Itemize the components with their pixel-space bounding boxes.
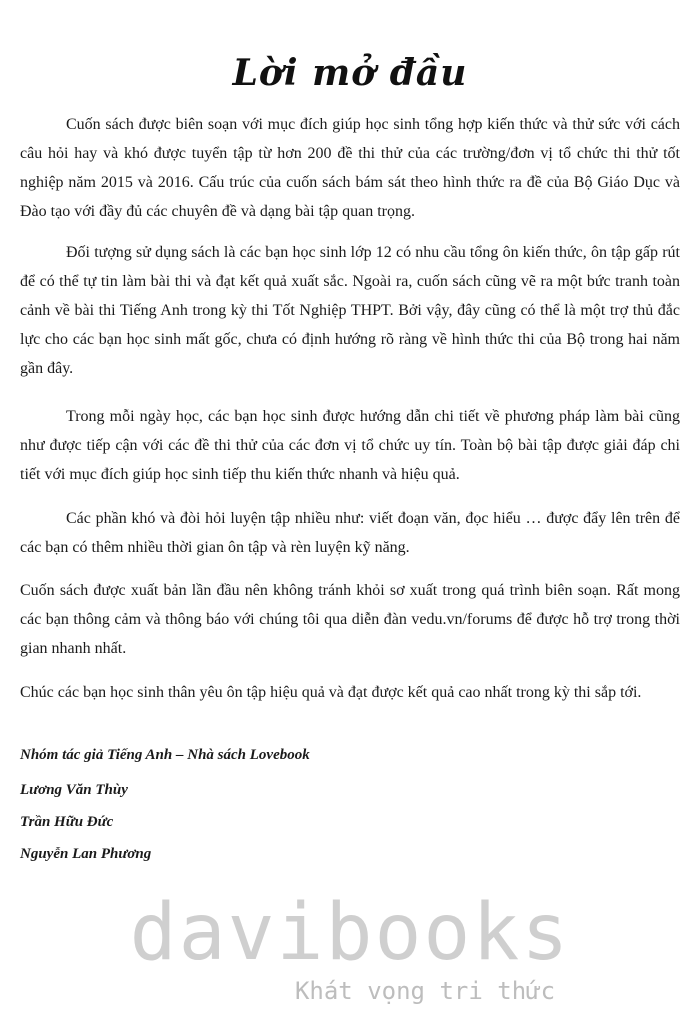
paragraph-method: Trong mỗi ngày học, các bạn học sinh được hướng dẫn chi tiết về phương pháp làm bài cũng như được tiếp cận với các đề thi thử của các đơn vị tổ chức uy tín. Toàn bộ bài tập được giải đáp chi tiết với mục đích giúp học sinh tiếp thu kiến thức nhanh và hiệu quả. xyxy=(20,408,680,483)
page-title: Lời mở đầu xyxy=(232,52,468,94)
paragraph-difficult-parts: Các phần khó và đòi hỏi luyện tập nhiều như: viết đoạn văn, đọc hiểu … được đẩy lên trên để các bạn có thêm nhiều thời gian ôn tập và rèn luyện kỹ năng. xyxy=(20,510,680,556)
watermark-brand: davibooks xyxy=(129,888,571,978)
paragraph-feedback: Cuốn sách được xuất bản lần đầu nên không tránh khỏi sơ xuất trong quá trình biên soạn. Rất mong các bạn thông cảm và thông báo với chúng tôi qua diễn đàn vedu.vn/forums để được hỗ trợ trong thời gian nhanh nhất. xyxy=(20,582,680,657)
signature-group: Nhóm tác giả Tiếng Anh – Nhà sách Lovebook xyxy=(20,747,310,763)
signature-author: Lương Văn Thùy xyxy=(20,782,128,798)
paragraph-wishes: Chúc các bạn học sinh thân yêu ôn tập hiệu quả và đạt được kết quả cao nhất trong kỳ thi sắp tới. xyxy=(20,684,642,701)
paragraph-intro: Cuốn sách được biên soạn với mục đích giúp học sinh tổng hợp kiến thức và thử sức với cách câu hỏi hay và khó được tuyển tập từ hơn 200 đề thi thử của các trường/đơn vị tổ chức thi thử tốt nghiệp năm 2015 và 2016. Cấu trúc của cuốn sách bám sát theo hình thức ra đề của Bộ Giáo Dục và Đào tạo với đầy đủ các chuyên đề và dạng bài tập quan trọng. xyxy=(20,116,680,220)
signature-author: Trần Hữu Đức xyxy=(20,814,114,830)
paragraph-audience: Đối tượng sử dụng sách là các bạn học sinh lớp 12 có nhu cầu tổng ôn kiến thức, ôn tập gấp rút để có thể tự tin làm bài thi và đạt kết quả xuất sắc. Ngoài ra, cuốn sách cũng vẽ ra một bức tranh toàn cảnh về bài thi Tiếng Anh trong kỳ thi Tốt Nghiệp THPT. Bởi vậy, đây cũng có thể là một trợ thủ đắc lực cho các bạn học sinh mất gốc, chưa có định hướng rõ ràng về hình thức thi của Bộ trong hai năm gần đây. xyxy=(20,244,680,377)
signature-author: Nguyễn Lan Phương xyxy=(20,846,152,862)
watermark-tagline: Khát vọng tri thức xyxy=(294,977,556,1005)
